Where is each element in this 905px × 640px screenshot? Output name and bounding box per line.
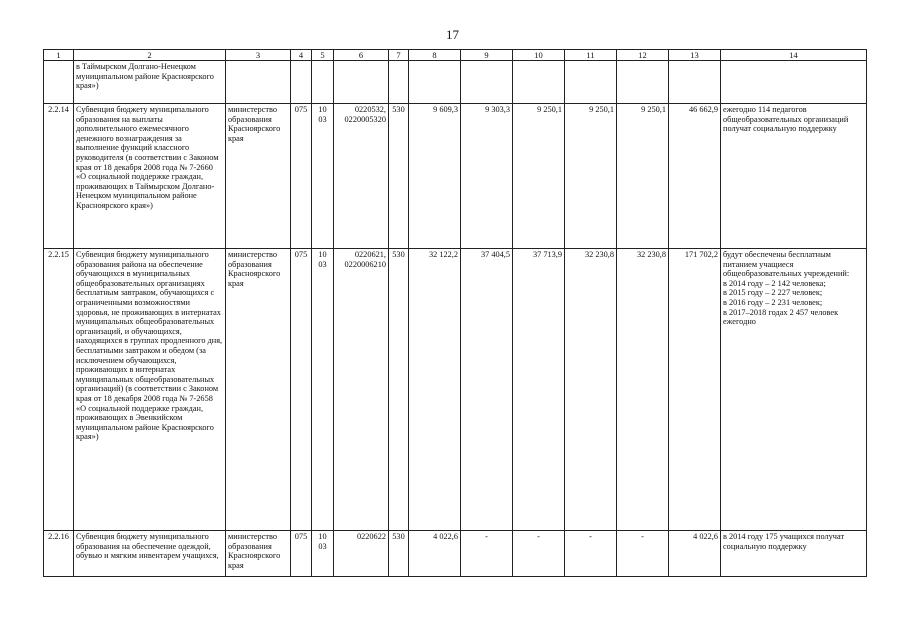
row-vr: 530 (389, 249, 409, 531)
row-number: 2.2.16 (44, 531, 74, 577)
row-executor: министерство образования Красноярского края (226, 531, 291, 577)
row-number: 2.2.14 (44, 104, 74, 249)
row-total (669, 61, 721, 104)
column-header: 2 (74, 50, 226, 61)
row-2014 (409, 61, 461, 104)
row-executor (226, 61, 291, 104)
note-line: ежегодно 114 педагогов общеобразовательных организаций получат социальную поддержку (723, 105, 849, 134)
row-notes (721, 531, 867, 577)
row-total: 171 702,2 (669, 249, 721, 531)
row-2017 (565, 61, 617, 104)
row-2014: 32 122,2 (409, 249, 461, 531)
row-grbs (291, 61, 312, 104)
table-row (44, 531, 867, 577)
row-notes (721, 61, 867, 104)
row-rzpr: 10 03 (312, 249, 334, 531)
column-header: 12 (617, 50, 669, 61)
row-executor: министерство образования Красноярского края (226, 249, 291, 531)
column-header: 3 (226, 50, 291, 61)
row-total: 4 022,6 (669, 531, 721, 577)
column-header: 7 (389, 50, 409, 61)
column-header: 4 (291, 50, 312, 61)
row-2018: - (617, 531, 669, 577)
page-number: 17 (446, 27, 459, 42)
row-2018: 32 230,8 (617, 249, 669, 531)
row-2015: 9 303,3 (461, 104, 513, 249)
row-grbs: 075 (291, 249, 312, 531)
column-header: 14 (721, 50, 867, 61)
row-description: Субвенция бюджету муниципального образования на обеспечение одеждой, обувью и мягким инвентарем учащихся, (74, 531, 226, 577)
row-2017: 9 250,1 (565, 104, 617, 249)
row-notes (721, 249, 867, 531)
column-header: 8 (409, 50, 461, 61)
row-2015 (461, 61, 513, 104)
column-header: 1 (44, 50, 74, 61)
column-header: 5 (312, 50, 334, 61)
row-vr: 530 (389, 104, 409, 249)
row-executor: министерство образования Красноярского края (226, 104, 291, 249)
row-2017: - (565, 531, 617, 577)
row-description: Субвенция бюджету муниципального образования района на обеспечение обучающихся в муниципальных общеобразовательных организациях бесплатным завтраком, обучающихся с ограниченными возможностями здоровья, не проживающих в интернатах муниципальных общеобразовательных организаций, и обучающихся, находящихся в группах продленного дня, бесплатными завтраком и обедом (за исключением обучающихся, проживающих в интернатах муниципальных общеобразовательных организаций) (в соответствии с Законом края от 18 декабря 2008 года № 7-2658 «О социальной поддержке граждан, проживающих в Эвенкийском муниципальном районе Красноярского края») (74, 249, 226, 531)
row-2016 (513, 61, 565, 104)
row-grbs: 075 (291, 531, 312, 577)
row-rzpr: 10 03 (312, 104, 334, 249)
column-header: 9 (461, 50, 513, 61)
table-row (44, 104, 867, 249)
row-2016: 37 713,9 (513, 249, 565, 531)
row-rzpr: 10 03 (312, 531, 334, 577)
note-line: будут обеспечены бесплатным питанием учащиеся общеобразовательных учреждений: (723, 250, 850, 279)
column-header: 11 (565, 50, 617, 61)
row-2014: 9 609,3 (409, 104, 461, 249)
column-header: 13 (669, 50, 721, 61)
column-header: 10 (513, 50, 565, 61)
row-rzpr (312, 61, 334, 104)
table-row (44, 249, 867, 531)
row-number: 2.2.15 (44, 249, 74, 531)
row-2016: - (513, 531, 565, 577)
row-2018 (617, 61, 669, 104)
column-number-header-row (44, 50, 867, 61)
note-line: в 2014 году 175 учащихся получат социальную поддержку (723, 532, 845, 551)
note-line: в 2017–2018 годах 2 457 человек ежегодно (723, 307, 839, 327)
row-csr: 0220622 (334, 531, 389, 577)
budget-table (43, 49, 867, 577)
row-2015: - (461, 531, 513, 577)
row-number (44, 61, 74, 104)
row-2016: 9 250,1 (513, 104, 565, 249)
row-2018: 9 250,1 (617, 104, 669, 249)
note-line: в 2015 году – 2 227 человек; (723, 288, 823, 298)
row-vr: 530 (389, 531, 409, 577)
row-csr (334, 61, 389, 104)
column-header: 6 (334, 50, 389, 61)
row-csr: 0220621, 0220006210 (334, 249, 389, 531)
row-2017: 32 230,8 (565, 249, 617, 531)
note-line: в 2016 году – 2 231 человек; (723, 297, 823, 307)
row-description: Субвенция бюджету муниципального образования на выплаты дополнительного ежемесячного денежного вознаграждения за выполнение функций классного руководителя (в соответствии с Законом края от 18 декабря 2008 года № 7-2660 «О социальной поддержке граждан, проживающих в Таймырском Долгано-Ненецком муниципальном районе Красноярского края») (74, 104, 226, 249)
row-2015: 37 404,5 (461, 249, 513, 531)
row-2014: 4 022,6 (409, 531, 461, 577)
row-vr (389, 61, 409, 104)
table-row (44, 61, 867, 104)
row-grbs: 075 (291, 104, 312, 249)
row-description: в Таймырском Долгано-Ненецком муниципальном районе Красноярского края») (74, 61, 226, 104)
note-line: в 2014 году – 2 142 человека; (723, 278, 826, 288)
row-total: 46 662,9 (669, 104, 721, 249)
row-csr: 0220532, 0220005320 (334, 104, 389, 249)
row-notes (721, 104, 867, 249)
